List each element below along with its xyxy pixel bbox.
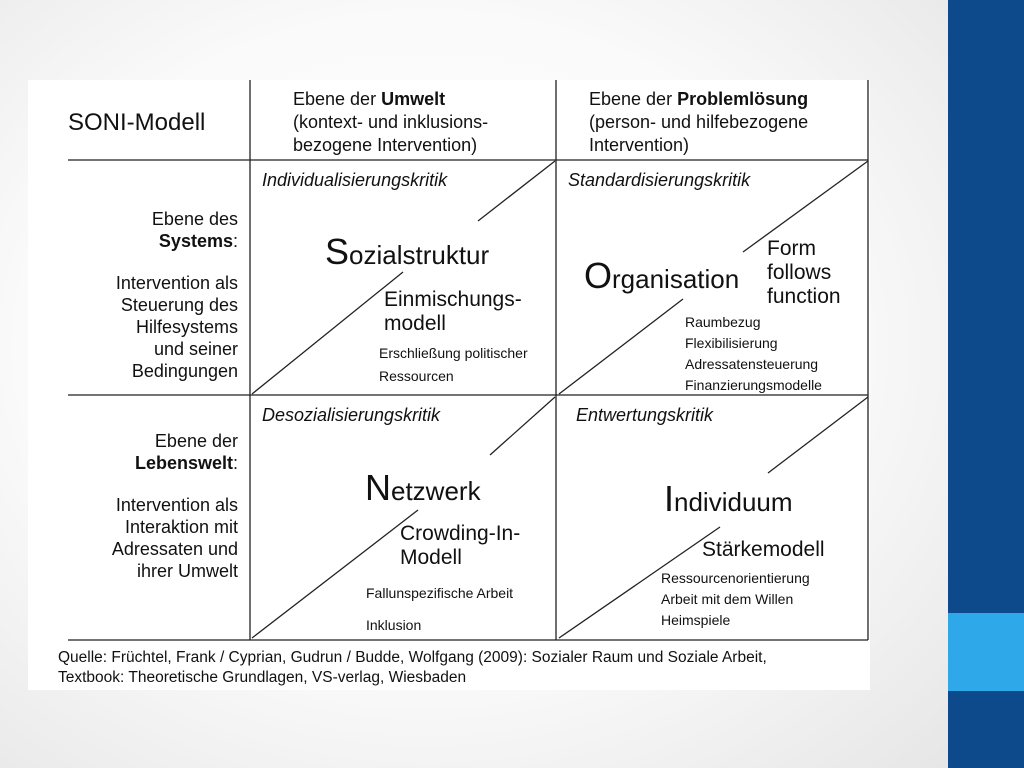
side-accent — [948, 613, 1024, 691]
header-problemloesung — [589, 88, 808, 157]
row-systems-line3: Intervention als — [115, 273, 238, 293]
kritik-standardisierung: Standardisierungskritik — [568, 170, 751, 190]
list-item: Fallunspezifische Arbeit — [366, 585, 514, 601]
form-line3: function — [767, 285, 841, 308]
header-problem-prefix: Ebene der — [589, 89, 678, 109]
item-list-o — [685, 312, 822, 396]
kritik-desozialisierung: Desozialisierungskritik — [262, 405, 441, 425]
crowding-line2: Modell — [400, 546, 462, 569]
row-systems-line5: Hilfesystems — [135, 317, 238, 337]
list-item: Raumbezug — [685, 314, 761, 330]
row-lebenswelt-bold: Lebenswelt — [134, 453, 233, 473]
header-problem-line2: (person- und hilfebezogene — [589, 112, 809, 132]
form-line1: Form — [767, 237, 816, 260]
row-lebenswelt-line1: Ebene der — [154, 431, 238, 451]
organisation-initial: O — [584, 255, 613, 296]
model-einmischung — [384, 288, 522, 336]
row-lebenswelt-line5: Adressaten und — [111, 539, 238, 559]
netzwerk-initial: N — [365, 467, 391, 508]
individuum-initial: I — [664, 478, 675, 519]
einmischung-line2: modell — [384, 312, 446, 335]
model-crowding-in — [400, 522, 520, 570]
netzwerk-rest: etzwerk — [391, 476, 481, 506]
header-umwelt-line3: bezogene Intervention) — [293, 135, 478, 155]
header-umwelt-prefix: Ebene der — [293, 89, 382, 109]
row-lebenswelt-line4: Interaktion mit — [124, 517, 238, 537]
item-list-n — [366, 583, 513, 636]
crowding-line1: Crowding-In- — [400, 522, 521, 545]
row-lebenswelt-line3: Intervention als — [115, 495, 238, 515]
list-item: Flexibilisierung — [685, 335, 778, 351]
row-systems-colon: : — [232, 231, 238, 251]
list-item: Heimspiele — [661, 612, 731, 628]
cell-title-netzwerk — [365, 468, 481, 508]
header-problem-bold: Problemlösung — [677, 89, 809, 109]
row-systems-line6: und seiner — [153, 339, 238, 359]
list-item: Ressourcenorientierung — [661, 570, 810, 586]
list-item: Finanzierungsmodelle — [685, 377, 822, 393]
cell-title-organisation — [584, 256, 739, 296]
organisation-rest: rganisation — [612, 264, 740, 294]
header-problem-line3: Intervention) — [589, 135, 690, 155]
cell-title-individuum — [664, 479, 793, 519]
diagonal-i-upper — [768, 397, 868, 473]
row-systems-line7: Bedingungen — [131, 361, 238, 381]
kritik-individualisierung: Individualisierungskritik — [262, 170, 448, 190]
individuum-rest: ndividuum — [674, 487, 793, 517]
list-item: Inklusion — [366, 617, 422, 633]
model-title: SONI-Modell — [68, 109, 206, 136]
source-citation — [58, 648, 767, 688]
sozialstruktur-initial: S — [325, 231, 350, 272]
soni-model-figure — [28, 80, 870, 690]
list-item: Ressourcen — [379, 368, 454, 384]
header-umwelt-bold: Umwelt — [381, 89, 446, 109]
diagonal-o-lower — [559, 299, 683, 394]
list-item: Adressatensteuerung — [685, 356, 819, 372]
row-systems-line4: Steuerung des — [120, 295, 238, 315]
cell-title-sozialstruktur — [325, 232, 489, 272]
row-lebenswelt-colon: : — [232, 453, 238, 473]
item-list-s — [379, 343, 528, 387]
kritik-entwertung: Entwertungskritik — [576, 405, 714, 425]
form-line2: follows — [767, 261, 832, 284]
header-umwelt-line2: (kontext- und inklusions- — [293, 112, 489, 132]
item-list-i — [661, 568, 810, 631]
diagonal-s-upper — [478, 161, 555, 221]
einmischung-line1: Einmischungs- — [384, 288, 522, 311]
row-systems-line1: Ebene des — [151, 209, 238, 229]
row-lebenswelt-line6: ihrer Umwelt — [136, 561, 238, 581]
row-systems-bold: Systems — [158, 231, 233, 251]
list-item: Arbeit mit dem Willen — [661, 591, 794, 607]
row-label-systems — [116, 208, 238, 382]
model-form-follows-function — [767, 237, 841, 309]
source-line1: Quelle: Früchtel, Frank / Cyprian, Gudrun / Budde, Wolfgang (2009): Sozialer Raum und Soziale Arbeit, — [58, 649, 767, 666]
sozialstruktur-rest: ozialstruktur — [349, 240, 490, 270]
source-line2: Textbook: Theoretische Grundlagen, VS-verlag, Wiesbaden — [58, 669, 467, 686]
header-umwelt — [293, 88, 488, 157]
row-label-lebenswelt — [112, 430, 238, 582]
diagonal-n-upper — [490, 397, 555, 455]
list-item: Erschließung politischer — [379, 345, 528, 361]
model-staerke: Stärkemodell — [702, 538, 825, 561]
